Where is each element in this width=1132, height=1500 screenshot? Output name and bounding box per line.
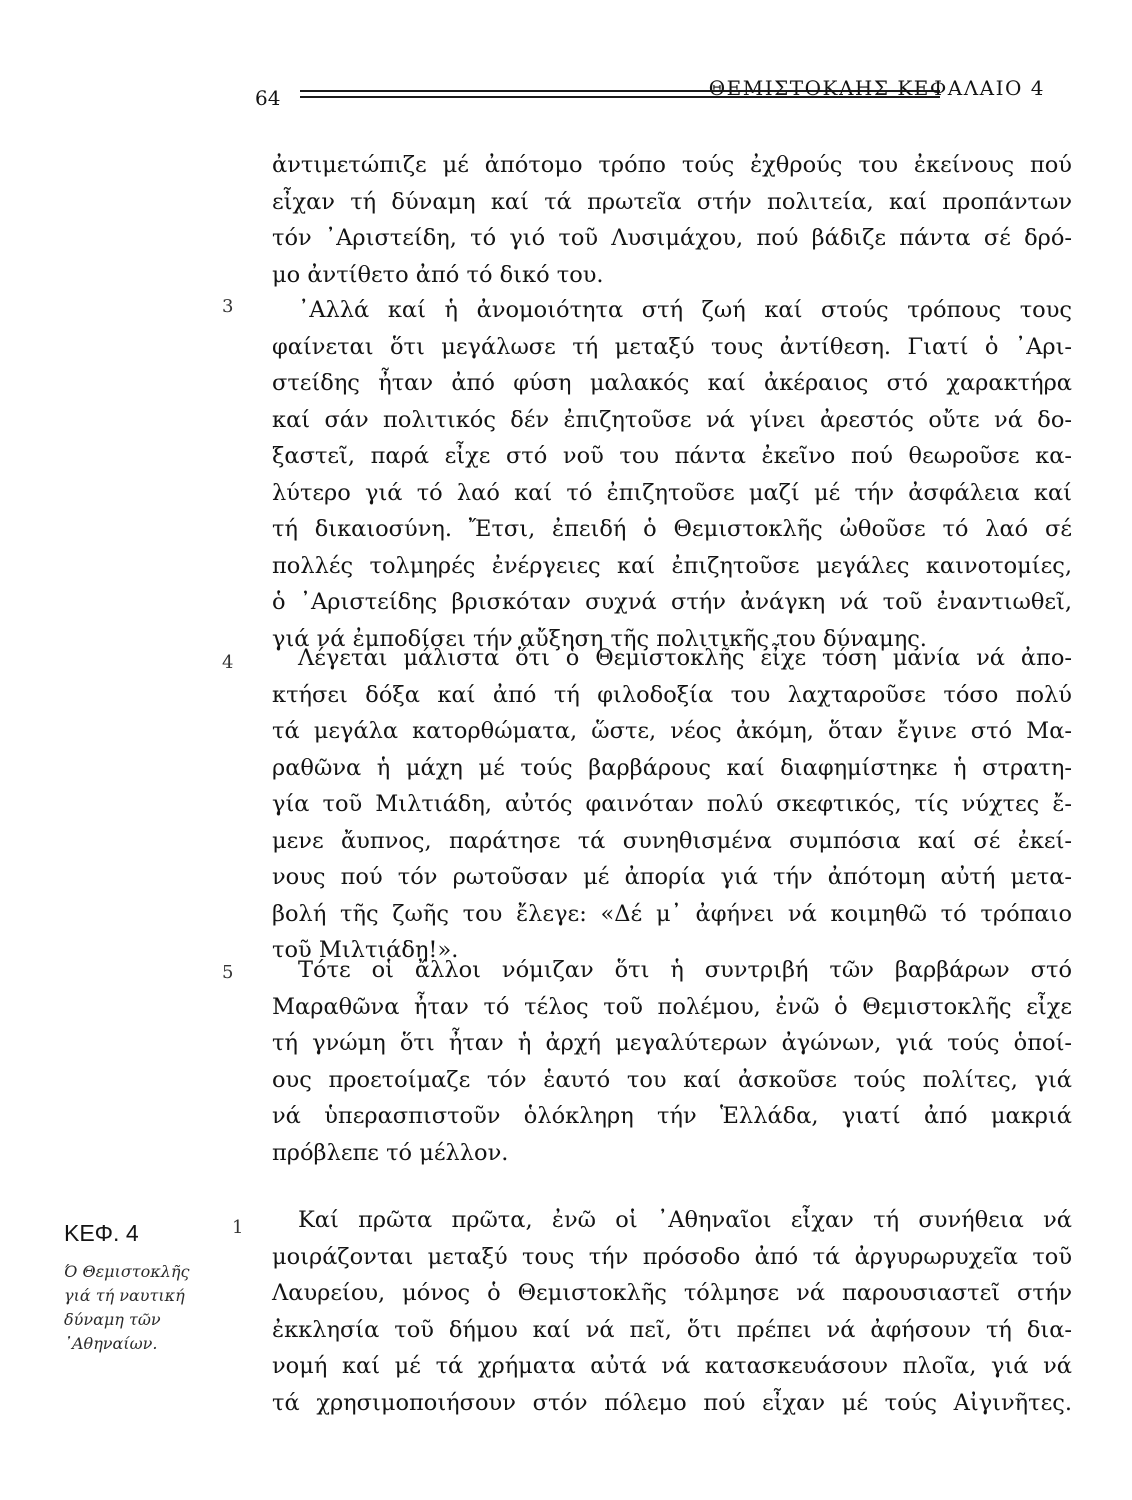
text-line: νομή καί μέ τά χρήματα αὐτά νά κατασκευάσουν πλοῖα, γιά νά xyxy=(272,1353,1072,1379)
text-line: Τότε οἱ ἄλλοι νόμιζαν ὅτι ἡ συντριβή τῶν βαρβάρων στό xyxy=(298,957,1072,983)
text-line: νους πού τόν ρωτοῦσαν μέ ἀπορία γιά τήν ἀπότομη αὐτή μετα- xyxy=(272,864,1072,890)
text-line: γιά νά ἐμποδίσει τήν αὔξηση τῆς πολιτικῆς του δύναμης. xyxy=(272,625,927,652)
text-line: μενε ἄυπνος, παράτησε τά συνηθισμένα συμπόσια καί σέ ἐκεί- xyxy=(272,827,1072,854)
text-line: Μαραθῶνα ἦταν τό τέλος τοῦ πολέμου, ἐνῶ ὁ Θεμιστοκλῆς εἶχε xyxy=(272,993,1072,1020)
text-line: ὁ ᾿Αριστείδης βρισκόταν συχνά στήν ἀνάγκη νά τοῦ ἐναντιωθεῖ, xyxy=(272,589,1072,615)
text-line: Λέγεται μάλιστα ὅτι ὁ Θεμιστοκλῆς εἶχε τόση μανία νά ἀπο- xyxy=(298,645,1072,671)
text-line: πρόβλεπε τό μέλλον. xyxy=(272,1139,509,1166)
text-line: τή δικαιοσύνη. Ἔτσι, ἐπειδή ὁ Θεμιστοκλῆς ὠθοῦσε τό λαό σέ xyxy=(272,516,1072,542)
text-line: γία τοῦ Μιλτιάδη, αὐτός φαινόταν πολύ σκεφτικός, τίς νύχτες ἔ- xyxy=(272,791,1072,817)
margin-note-line: ᾿Αθηναίων. xyxy=(64,1334,158,1353)
text-line: ραθῶνα ἡ μάχη μέ τούς βαρβάρους καί διαφημίστηκε ἡ στρατη- xyxy=(272,754,1072,781)
paragraph-5 xyxy=(272,952,1072,1171)
text-line: στείδης ἦταν ἀπό φύση μαλακός καί ἀκέραιος στό χαρακτήρα xyxy=(272,370,1072,396)
margin-note-line: γιά τή ναυτική xyxy=(64,1286,185,1305)
text-line: τοῦ Μιλτιάδη!». xyxy=(272,937,459,963)
running-title: ΘΕΜΙΣΤΟΚΛΗΣ ΚΕΦΑΛΑΙΟ 4 xyxy=(708,76,1045,100)
paragraph-number: 4 xyxy=(222,652,234,673)
text-line: νά ὑπερασπιστοῦν ὁλόκληρη τήν Ἑλλάδα, γιατί ἀπό μακριά xyxy=(272,1103,1072,1129)
text-line: ἀντιμετώπιζε μέ ἀπότομο τρόπο τούς ἐχθρούς του ἐκείνους πού xyxy=(272,152,1072,178)
text-line: ξαστεῖ, παρά εἶχε στό νοῦ του πάντα ἐκεῖνο πού θεωροῦσε κα- xyxy=(272,443,1072,469)
text-line: κτήσει δόξα καί ἀπό τή φιλοδοξία του λαχταροῦσε τόσο πολύ xyxy=(272,681,1072,708)
paragraph-number: 1 xyxy=(232,1217,244,1238)
text-line: φαίνεται ὅτι μεγάλωσε τή μεταξύ τους ἀντίθεση. Γιατί ὁ ᾿Αρι- xyxy=(272,333,1072,360)
text-line: Λαυρείου, μόνος ὁ Θεμιστοκλῆς τόλμησε νά παρουσιαστεῖ στήν xyxy=(272,1280,1072,1306)
text-line: λύτερο γιά τό λαό καί τό ἐπιζητοῦσε μαζί μέ τήν ἀσφάλεια καί xyxy=(272,479,1072,506)
text-line: μοιράζονται μεταξύ τους τήν πρόσοδο ἀπό τά ἀργυρωρυχεῖα τοῦ xyxy=(272,1243,1072,1270)
text-line: βολή τῆς ζωῆς του ἔλεγε: «Δέ μ᾿ ἀφήνει νά κοιμηθῶ τό τρόπαιο xyxy=(272,900,1072,927)
text-line: ους προετοίμαζε τόν ἑαυτό του καί ἀσκοῦσε τούς πολίτες, γιά xyxy=(272,1066,1072,1093)
text-line: πολλές τολμηρές ἐνέργειες καί ἐπιζητοῦσε μεγάλες καινοτομίες, xyxy=(272,552,1072,579)
margin-note-line: δύναμη τῶν xyxy=(64,1310,161,1329)
text-line: Καί πρῶτα πρῶτα, ἐνῶ οἱ ᾿Αθηναῖοι εἶχαν τή συνήθεια νά xyxy=(298,1207,1072,1233)
text-line: τά μεγάλα κατορθώματα, ὥστε, νέος ἀκόμη, ὅταν ἔγινε στό Μα- xyxy=(272,718,1072,744)
chapter-label: ΚΕΦ. 4 xyxy=(64,1220,139,1246)
paragraph-3 xyxy=(272,292,1072,657)
text-line: τά χρησιμοποιήσουν στόν πόλεμο πού εἶχαν μέ τούς Αἰγινῆτες. xyxy=(272,1389,1072,1416)
page-header xyxy=(255,70,1055,110)
paragraph-number: 5 xyxy=(222,962,234,983)
text-line: καί σάν πολιτικός δέν ἐπιζητοῦσε νά γίνει ἀρεστός οὔτε νά δο- xyxy=(272,406,1072,433)
text-line: τόν ᾿Αριστείδη, τό γιό τοῦ Λυσιμάχου, πού βάδιζε πάντα σέ δρό- xyxy=(272,225,1072,251)
text-line: ἐκκλησία τοῦ δήμου καί νά πεῖ, ὅτι πρέπει νά ἀφήσουν τή δια- xyxy=(272,1316,1072,1343)
paragraph-intro xyxy=(272,147,1072,293)
page-number: 64 xyxy=(255,86,281,110)
paragraph-number: 3 xyxy=(222,296,234,317)
margin-note xyxy=(64,1260,234,1356)
paragraph-4 xyxy=(272,640,1072,969)
text-line: εἶχαν τή δύναμη καί τά πρωτεῖα στήν πολιτεία, καί προπάντων xyxy=(272,188,1072,215)
paragraph-1 xyxy=(272,1202,1072,1421)
text-line: τή γνώμη ὅτι ἦταν ἡ ἀρχή μεγαλύτερων ἀγώνων, γιά τούς ὁποί- xyxy=(272,1030,1072,1056)
text-line: ᾿Αλλά καί ἡ ἀνομοιότητα στή ζωή καί στούς τρόπους τους xyxy=(298,297,1072,323)
text-line: μο ἀντίθετο ἀπό τό δικό του. xyxy=(272,261,604,288)
margin-note-line: Ό Θεμιστοκλῆς xyxy=(64,1262,190,1281)
